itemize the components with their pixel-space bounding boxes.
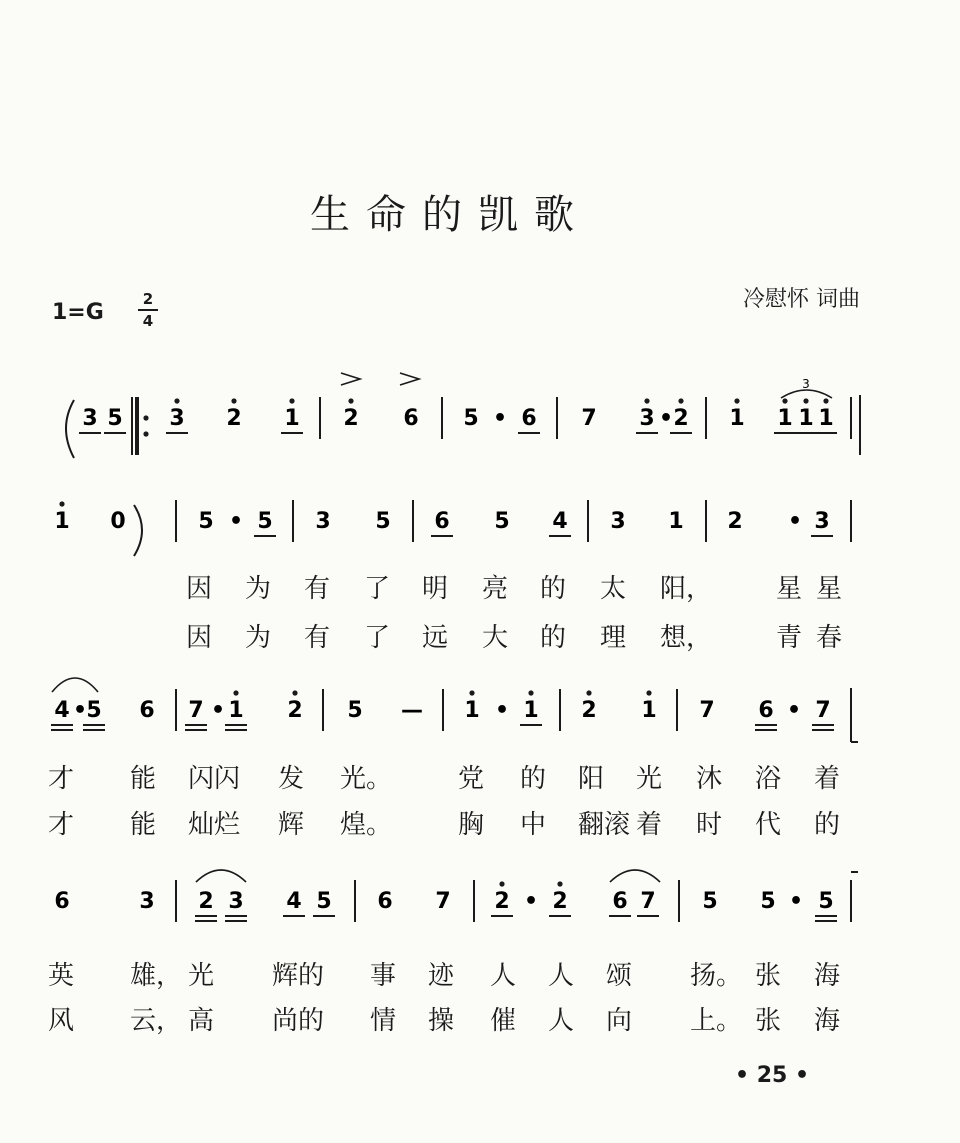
lyric-syllable: 张 — [755, 961, 782, 991]
note: 1 — [523, 698, 539, 723]
note: 6 — [612, 889, 628, 914]
note: 7 — [699, 698, 715, 723]
note: 7 — [581, 406, 597, 431]
high-octave-dot — [59, 501, 64, 506]
lyric-syllable: 扬。 — [690, 961, 743, 991]
lyric-syllable: 亮 — [482, 574, 509, 604]
note: 3 — [814, 509, 830, 534]
note: 5 — [347, 698, 363, 723]
note: 5 — [494, 509, 510, 534]
note: • — [788, 889, 804, 914]
lyric-syllable: 人 — [490, 961, 517, 991]
lyric-syllable: 的 — [540, 574, 567, 604]
page-number: • 25 • — [735, 1063, 810, 1088]
lyric-syllable: 能 — [130, 764, 157, 794]
note: 5 — [760, 889, 776, 914]
high-octave-dot — [231, 398, 236, 403]
note: 1 — [668, 509, 684, 534]
note: 3 — [228, 889, 244, 914]
lyric-syllable: 光 — [188, 961, 215, 991]
note: 3 — [315, 509, 331, 534]
note: 3 — [139, 889, 155, 914]
note: • — [786, 698, 802, 723]
high-octave-dot — [644, 398, 649, 403]
note: 7 — [435, 889, 451, 914]
note: 5 — [107, 406, 123, 431]
note: 1 — [641, 698, 657, 723]
note: 2 — [727, 509, 743, 534]
close-bracket — [134, 505, 142, 556]
lyric-syllable: 阳， — [660, 574, 713, 604]
lyric-syllable: 了 — [364, 623, 391, 653]
lyric-syllable: 云， — [130, 1006, 183, 1036]
lyric-syllable: 雄， — [130, 961, 183, 991]
lyric-syllable: 煌。 — [340, 810, 393, 840]
high-octave-dot — [233, 690, 238, 695]
note: 5 — [375, 509, 391, 534]
note: 2 — [581, 698, 597, 723]
note: 1 — [228, 698, 244, 723]
note: • — [228, 509, 244, 534]
lyric-syllable: 的 — [540, 623, 567, 653]
lyric-syllable: 理 — [600, 623, 627, 653]
high-octave-dot — [782, 398, 787, 403]
note: 2 — [226, 406, 242, 431]
repeat-dot — [143, 415, 148, 420]
lyric-syllable: 灿烂 — [188, 810, 241, 840]
lyric-syllable: 的 — [814, 810, 841, 840]
note: 6 — [758, 698, 774, 723]
lyric-syllable: 英 — [48, 961, 75, 991]
note: 5 — [257, 509, 273, 534]
note: 5 — [818, 889, 834, 914]
lyric-syllable: 高 — [188, 1006, 215, 1036]
high-octave-dot — [528, 690, 533, 695]
lyric-syllable: 着 — [814, 764, 841, 794]
open-bracket — [66, 400, 74, 458]
triplet-slur — [781, 390, 832, 398]
high-octave-dot — [289, 398, 294, 403]
high-octave-dot — [174, 398, 179, 403]
high-octave-dot — [734, 398, 739, 403]
lyric-syllable: 明 — [422, 574, 449, 604]
lyric-syllable: 催 — [490, 1006, 517, 1036]
note: 6 — [521, 406, 537, 431]
lyric-syllable: 上。 — [690, 1006, 743, 1036]
note: • — [210, 698, 226, 723]
note: 4 — [54, 698, 70, 723]
note: 6 — [434, 509, 450, 534]
lyric-syllable: 中 — [520, 810, 547, 840]
time-numerator: 2 — [142, 290, 154, 308]
note: 6 — [377, 889, 393, 914]
lyric-syllable: 代 — [755, 810, 782, 840]
lyric-syllable: 才 — [48, 810, 75, 840]
note: — — [401, 698, 423, 723]
lyric-syllable: 的 — [520, 764, 547, 794]
lyric-syllable: 迹 — [428, 961, 455, 991]
note: 3 — [169, 406, 185, 431]
note: 1 — [729, 406, 745, 431]
lyric-syllable: 为 — [245, 574, 272, 604]
note: 0 — [110, 509, 126, 534]
note: 1 — [798, 406, 814, 431]
slur — [52, 678, 98, 692]
slur — [610, 870, 660, 882]
lyric-syllable: 才 — [48, 764, 75, 794]
note: 7 — [640, 889, 656, 914]
lyric-syllable: 春 — [816, 623, 843, 653]
key-signature: 1=G — [52, 300, 104, 325]
lyric-syllable: 星 — [776, 574, 803, 604]
lyric-syllable: 阳 — [578, 764, 605, 794]
lyric-syllable: 人 — [548, 961, 575, 991]
note: 5 — [463, 406, 479, 431]
song-title: 生命的凯歌 — [310, 192, 590, 238]
lyric-syllable: 向 — [606, 1006, 633, 1036]
note: 5 — [316, 889, 332, 914]
note: 3 — [610, 509, 626, 534]
lyric-syllable: 因 — [186, 574, 213, 604]
note: • — [787, 509, 803, 534]
lyric-syllable: 人 — [548, 1006, 575, 1036]
note: • — [494, 698, 510, 723]
note: 2 — [673, 406, 689, 431]
note: 7 — [188, 698, 204, 723]
note: • — [492, 406, 508, 431]
lyric-syllable: 青 — [776, 623, 803, 653]
lyric-syllable: 光。 — [340, 764, 393, 794]
lyric-syllable: 尚的 — [272, 1006, 325, 1036]
high-octave-dot — [499, 881, 504, 886]
lyric-syllable: 能 — [130, 810, 157, 840]
accent-mark — [341, 373, 360, 385]
lyric-syllable: 星 — [816, 574, 843, 604]
lyric-syllable: 操 — [428, 1006, 455, 1036]
lyric-syllable: 为 — [245, 623, 272, 653]
high-octave-dot — [803, 398, 808, 403]
note: • — [523, 889, 539, 914]
lyric-syllable: 辉 — [278, 810, 305, 840]
note: 5 — [86, 698, 102, 723]
note: 1 — [464, 698, 480, 723]
lyric-syllable: 风 — [48, 1006, 75, 1036]
note: 4 — [286, 889, 302, 914]
lyric-syllable: 海 — [814, 961, 841, 991]
lyric-syllable: 事 — [370, 961, 397, 991]
lyric-syllable: 辉的 — [272, 961, 325, 991]
note: 1 — [284, 406, 300, 431]
lyric-syllable: 因 — [186, 623, 213, 653]
note: 1 — [777, 406, 793, 431]
high-octave-dot — [469, 690, 474, 695]
note: 3 — [82, 406, 98, 431]
high-octave-dot — [348, 398, 353, 403]
note: 2 — [343, 406, 359, 431]
lyric-syllable: 情 — [370, 1006, 397, 1036]
lyric-syllable: 远 — [422, 623, 449, 653]
lyric-syllable: 浴 — [755, 764, 782, 794]
lyric-syllable: 党 — [458, 764, 485, 794]
slur — [196, 870, 246, 882]
lyric-syllable: 翻滚 — [578, 810, 631, 840]
lyric-syllable: 有 — [304, 623, 331, 653]
high-octave-dot — [557, 881, 562, 886]
note: 1 — [54, 509, 70, 534]
lyric-syllable: 着 — [636, 810, 663, 840]
lyric-syllable: 胸 — [458, 810, 485, 840]
note: 2 — [494, 889, 510, 914]
note: 7 — [815, 698, 831, 723]
lyric-syllable: 大 — [482, 623, 509, 653]
note: 2 — [287, 698, 303, 723]
note: 3 — [639, 406, 655, 431]
author-credit: 冷慰怀 词曲 — [743, 287, 860, 312]
lyric-syllable: 有 — [304, 574, 331, 604]
note: 6 — [403, 406, 419, 431]
note: 6 — [139, 698, 155, 723]
note: 5 — [198, 509, 214, 534]
note: • — [72, 698, 88, 723]
lyric-syllable: 张 — [755, 1006, 782, 1036]
note: 2 — [552, 889, 568, 914]
high-octave-dot — [292, 690, 297, 695]
note: 6 — [54, 889, 70, 914]
note: 4 — [552, 509, 568, 534]
lyric-syllable: 闪闪 — [188, 764, 241, 794]
lyric-syllable: 了 — [364, 574, 391, 604]
note: 1 — [818, 406, 834, 431]
lyric-syllable: 想， — [660, 623, 713, 653]
lyric-syllable: 太 — [600, 574, 627, 604]
high-octave-dot — [646, 690, 651, 695]
lyric-syllable: 光 — [636, 764, 663, 794]
high-octave-dot — [678, 398, 683, 403]
lyric-syllable: 沐 — [696, 764, 723, 794]
accent-mark — [400, 373, 419, 385]
lyric-syllable: 颂 — [606, 961, 633, 991]
time-denominator: 4 — [142, 312, 154, 330]
lyric-syllable: 时 — [696, 810, 723, 840]
lyric-syllable: 海 — [814, 1006, 841, 1036]
note: • — [658, 406, 674, 431]
triplet-mark: 3 — [802, 377, 810, 391]
high-octave-dot — [823, 398, 828, 403]
high-octave-dot — [586, 690, 591, 695]
repeat-dot — [143, 431, 148, 436]
note: 2 — [198, 889, 214, 914]
lyric-syllable: 发 — [278, 764, 305, 794]
note: 5 — [702, 889, 718, 914]
